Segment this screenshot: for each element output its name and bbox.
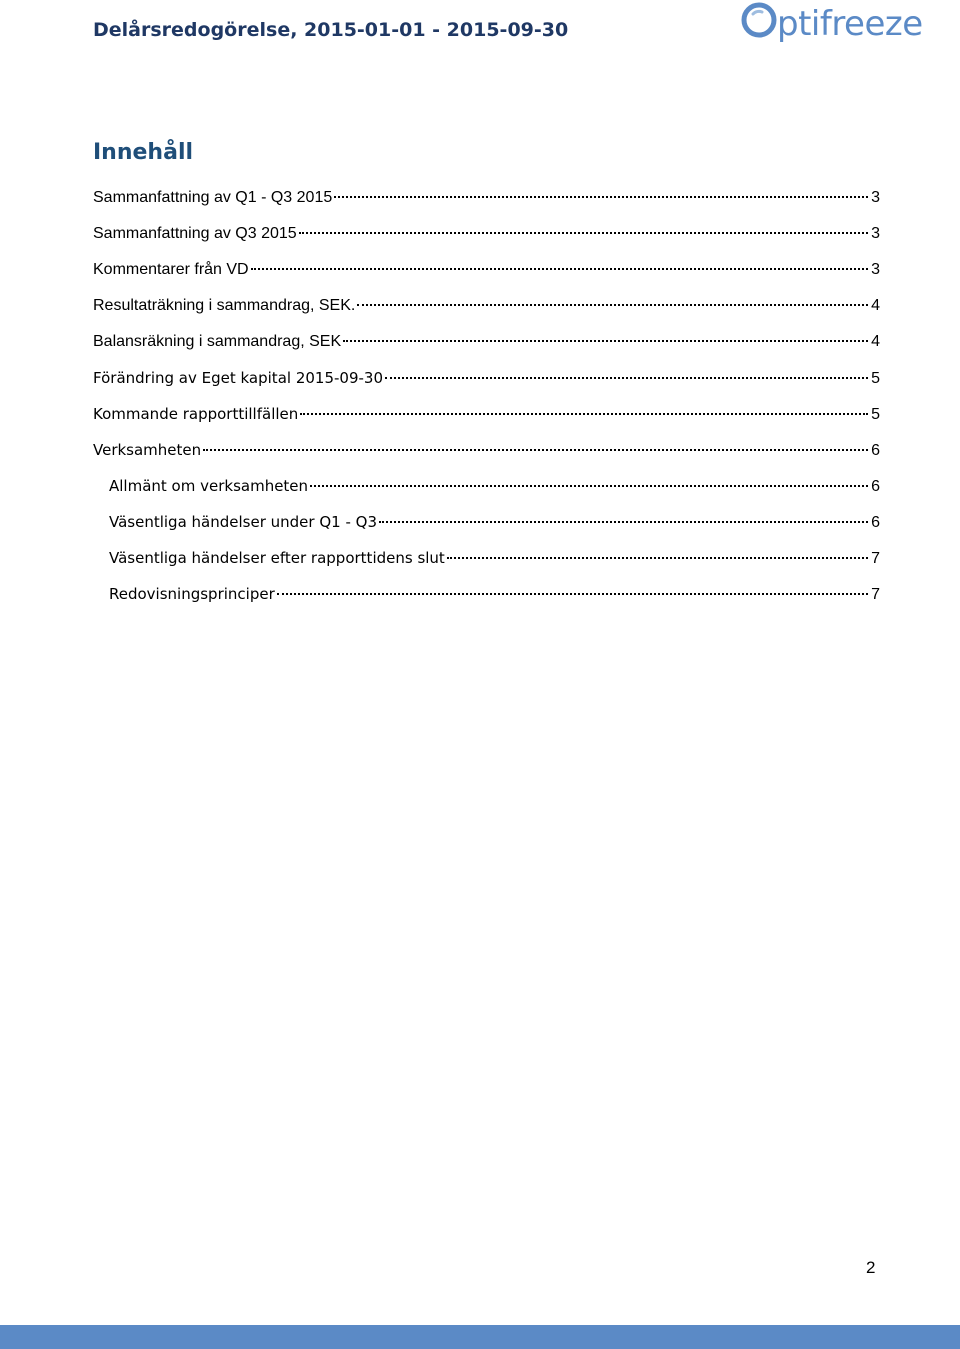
toc-entry-title: Kommande rapporttillfällen [93, 405, 299, 423]
toc-dot-leader [379, 520, 868, 523]
document-title: Delårsredogörelse, 2015-01-01 - 2015-09-30 [93, 19, 569, 41]
toc-entry-title: Balansräkning i sammandrag, SEK [93, 333, 342, 350]
toc-entry[interactable] [93, 508, 880, 544]
toc-entry-title: Resultaträkning i sammandrag, SEK. [93, 297, 356, 314]
toc-entry[interactable] [93, 364, 880, 400]
toc-dot-leader [343, 339, 868, 342]
toc-dot-leader [357, 303, 868, 306]
toc-entry-page: 6 [871, 442, 880, 459]
toc-entry[interactable] [93, 580, 880, 616]
toc-entry[interactable] [93, 292, 880, 328]
toc-entry-page: 5 [871, 370, 880, 387]
toc-entry[interactable] [93, 436, 880, 472]
toc-entry[interactable] [93, 328, 880, 364]
toc-entry-page: 3 [871, 261, 880, 278]
toc-entry-page: 3 [871, 225, 880, 242]
toc-entry[interactable] [93, 220, 880, 256]
toc-entry[interactable] [93, 400, 880, 436]
toc-entry-title: Väsentliga händelser efter rapporttidens slut [109, 549, 445, 567]
toc-entry-page: 7 [871, 586, 880, 603]
toc-entry-page: 4 [871, 333, 880, 350]
toc-entry[interactable] [93, 184, 880, 220]
toc-dot-leader [300, 412, 868, 415]
toc-entry-page: 6 [871, 478, 880, 495]
toc-dot-leader [299, 231, 868, 234]
page-number: 2 [866, 1258, 876, 1277]
toc-dot-leader [251, 267, 868, 270]
toc-dot-leader [385, 376, 868, 379]
toc-entry-page: 4 [871, 297, 880, 314]
table-of-contents [93, 184, 880, 616]
toc-entry-title: Redovisningsprinciper [109, 585, 275, 603]
toc-entry-title: Kommentarer från VD [93, 261, 249, 278]
toc-entry-title: Väsentliga händelser under Q1 - Q3 [109, 513, 377, 531]
toc-dot-leader [334, 195, 868, 198]
toc-dot-leader [277, 592, 868, 595]
toc-entry-title: Sammanfattning av Q3 2015 [93, 225, 297, 242]
toc-entry-title: Förändring av Eget kapital 2015-09-30 [93, 369, 383, 387]
toc-dot-leader [203, 448, 868, 451]
toc-entry[interactable] [93, 256, 880, 292]
toc-entry-page: 5 [871, 406, 880, 423]
toc-dot-leader [310, 484, 868, 487]
toc-entry-title: Sammanfattning av Q1 - Q3 2015 [93, 189, 333, 206]
toc-heading: Innehåll [93, 140, 194, 165]
toc-dot-leader [447, 556, 868, 559]
toc-entry[interactable] [93, 544, 880, 580]
toc-entry-title: Allmänt om verksamheten [109, 477, 309, 495]
toc-entry[interactable] [93, 472, 880, 508]
toc-entry-title: Verksamheten [93, 441, 202, 459]
toc-entry-page: 6 [871, 514, 880, 531]
svg-text:ptifreeze: ptifreeze [777, 4, 923, 44]
toc-entry-page: 3 [871, 189, 880, 206]
toc-entry-page: 7 [871, 550, 880, 567]
footer-bar [0, 1325, 960, 1349]
optifreeze-logo [737, 0, 945, 48]
